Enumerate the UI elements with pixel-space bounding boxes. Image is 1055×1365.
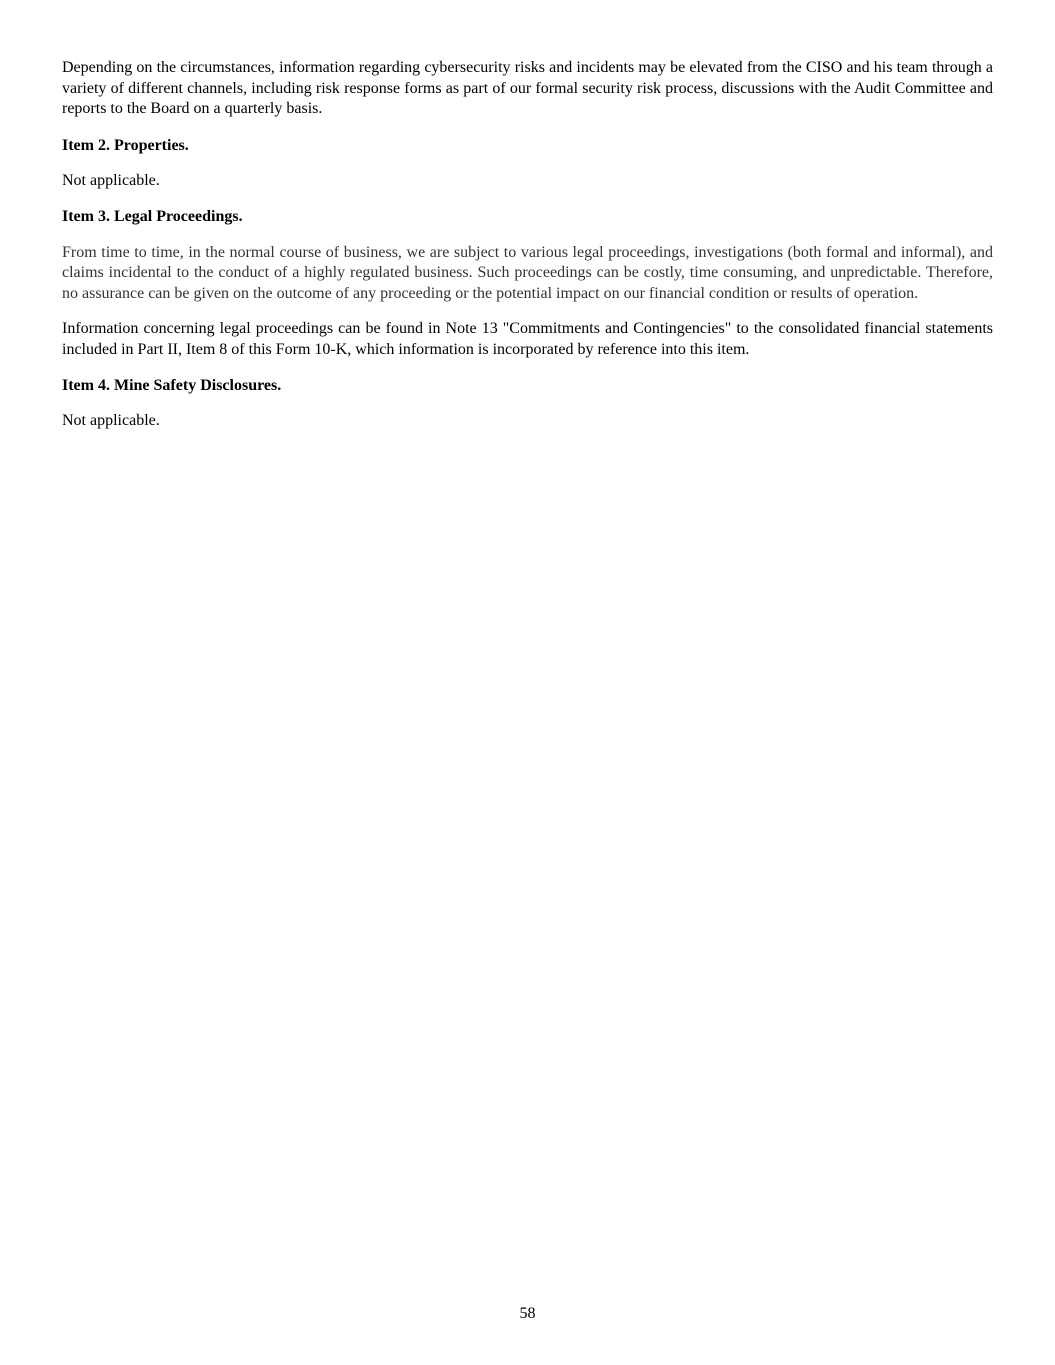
item2-heading: Item 2. Properties. bbox=[62, 136, 189, 154]
item3-heading: Item 3. Legal Proceedings. bbox=[62, 207, 243, 225]
page-content bbox=[62, 58, 993, 432]
item3-paragraph-2: Information concerning legal proceedings can be found in Note 13 "Commitments and Contingencies" to the consolidated financial statements included in Part II, Item 8 of this Form 10-K, which information is incorporated by reference into this item. bbox=[62, 320, 993, 358]
item4-body: Not applicable. bbox=[62, 412, 160, 430]
item4-heading: Item 4. Mine Safety Disclosures. bbox=[62, 376, 282, 394]
item2-body: Not applicable. bbox=[62, 172, 160, 190]
item3-paragraph-1: From time to time, in the normal course of business, we are subject to various legal proceedings, investigations (both formal and informal), and claims incidental to the conduct of a highly regulated business. Such proceedings can be costly, time consuming, and unpredictable. Therefore, no assurance can be given on the outcome of any proceeding or the potential impact on our financial condition or results of operation. bbox=[62, 243, 993, 302]
intro-paragraph: Depending on the circumstances, information regarding cybersecurity risks and incidents may be elevated from the CISO and his team through a variety of different channels, including risk response forms as part of our formal security risk process, discussions with the Audit Committee and reports to the Board on a quarterly basis. bbox=[62, 59, 993, 118]
page-number: 58 bbox=[519, 1305, 536, 1322]
